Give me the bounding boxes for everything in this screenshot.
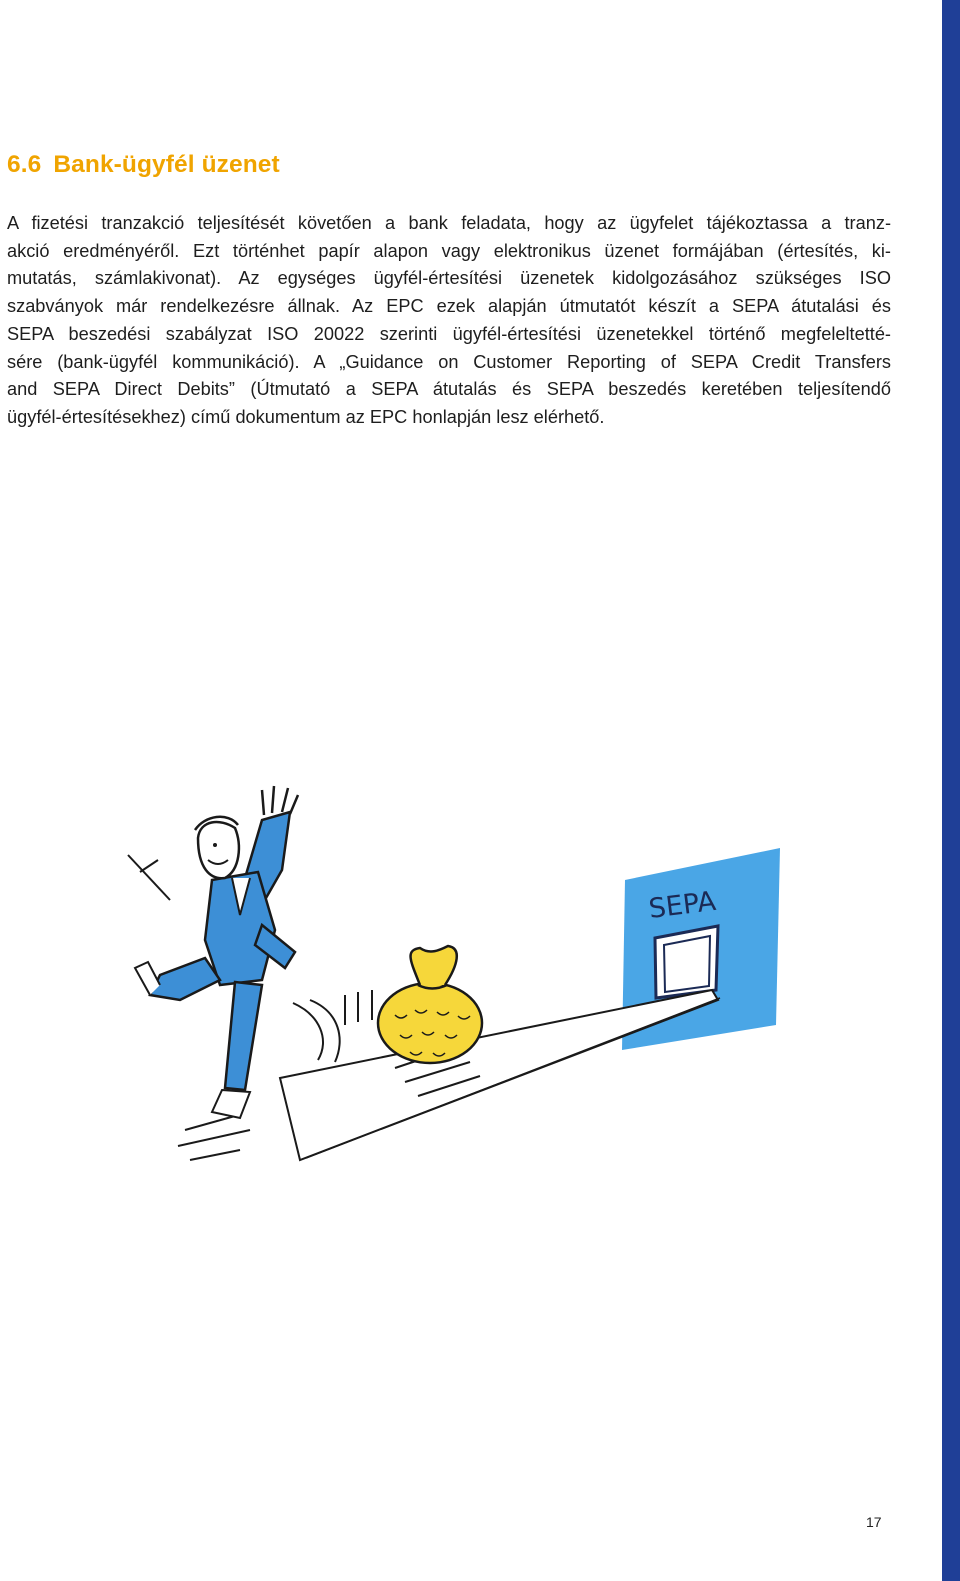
paragraph-line: A fizetési tranzakció teljesítését követően a bank feladata, hogy az ügyfelet tájékoztassa a tranz- <box>7 213 891 233</box>
page-number: 17 <box>866 1514 882 1530</box>
businessman-figure <box>135 786 298 1118</box>
body-paragraph <box>7 210 891 432</box>
sepa-sign-label: SEPA <box>647 885 718 925</box>
section-title: Bank-ügyfél üzenet <box>53 151 280 178</box>
paragraph-line: szabványok már rendelkezésre állnak. Az EPC ezek alapján útmutatót készít a SEPA átutalási és <box>7 296 891 317</box>
sepa-cartoon-illustration <box>100 780 800 1180</box>
money-bag <box>378 946 482 1063</box>
paragraph-line: SEPA beszedési szabályzat ISO 20022 szerinti ügyfél-értesítési üzenetekkel történő megfeleltetté- <box>7 323 891 344</box>
paragraph-line: and SEPA Direct Debits” (Útmutató a SEPA átutalás és SEPA beszedés keretében teljesítendő <box>7 379 891 400</box>
side-color-bar <box>942 0 960 1581</box>
paragraph-line: akció eredményéről. Ezt történhet papír alapon vagy elektronikus üzenet formájában (értesítés, ki- <box>7 240 891 261</box>
paragraph-line: sére (bank-ügyfél kommunikáció). A „Guidance on Customer Reporting of SEPA Credit Transfers <box>7 351 891 372</box>
paragraph-line: mutatás, számlakivonat). Az egységes ügyfél-értesítési üzenetek kidolgozásához szükséges ISO <box>7 268 891 289</box>
page-title <box>7 151 280 179</box>
paragraph-line: ügyfél-értesítésekhez) című dokumentum az EPC honlapján lesz elérhető. <box>7 406 605 427</box>
section-number: 6.6 <box>7 151 42 178</box>
